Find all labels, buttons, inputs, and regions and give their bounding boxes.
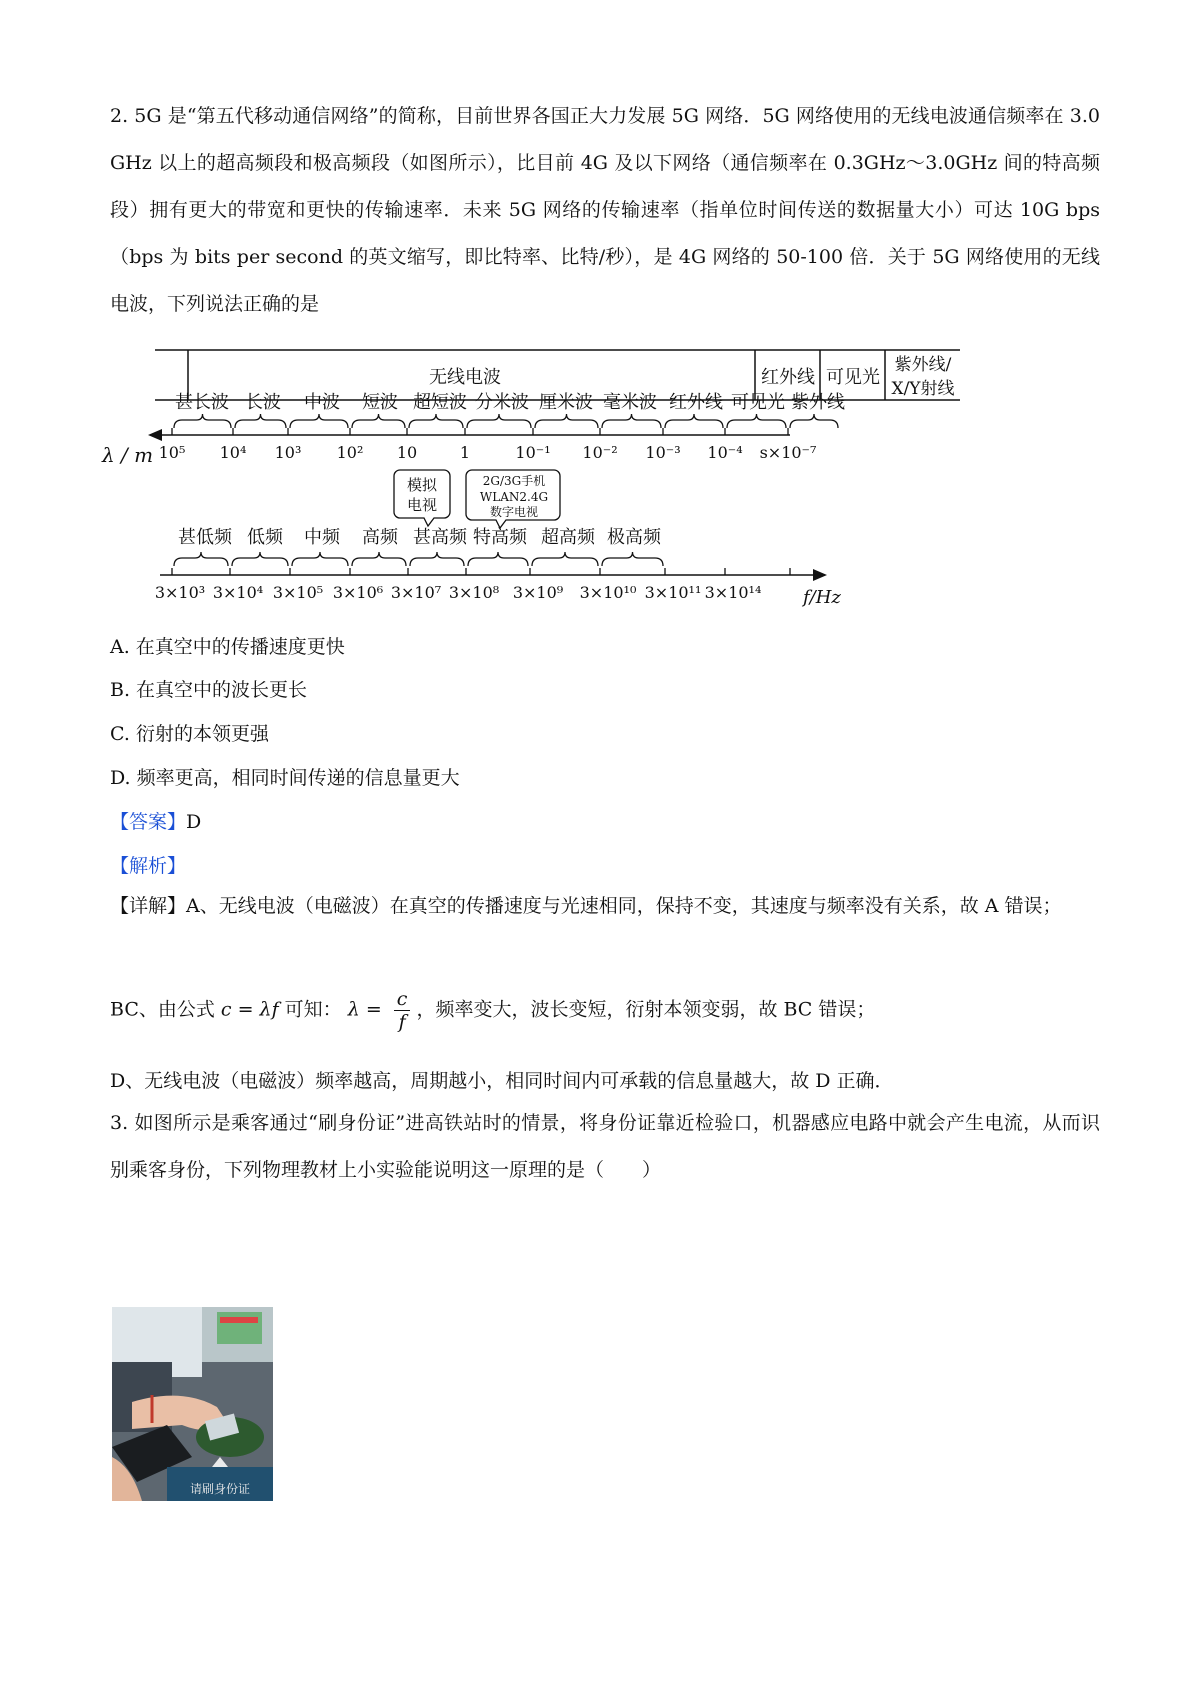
freq-tick-label: 3×10¹⁰ [579, 583, 637, 602]
wave-band-brace [602, 414, 661, 428]
freq-band-label: 低频 [247, 527, 283, 548]
freq-axis-label: f/Hz [803, 587, 841, 608]
top-box-radio: 无线电波 [429, 367, 501, 388]
callout-2-line2: WLAN2.4G [479, 490, 549, 504]
callout-2-line1: 2G/3G手机 [482, 474, 546, 488]
analysis-tag: 【解析】 [110, 855, 187, 877]
freq-tick-label: 3×10¹⁴ [704, 583, 762, 602]
lambda-tick-label: 10⁵ [158, 443, 186, 462]
wave-band-label: 分米波 [475, 392, 529, 413]
wave-band-label: 毫米波 [603, 392, 657, 413]
bc-formula: c = λf [220, 998, 279, 1021]
wave-band-brace [409, 414, 463, 428]
wave-band-label: 甚长波 [175, 392, 229, 413]
bc-suffix: ，频率变大，波长变短，衍射本领变弱，故 BC 错误； [416, 998, 876, 1021]
question-2-text: 2. 5G 是“第五代移动通信网络”的简称，目前世界各国正大力发展 5G 网络．5G 网络使用的无线电波通信频率在 3.0 GHz 以上的超高频段和极高频段（如图所示），比目前 4G 及以下网络（通信频率在 0.3GHz～3.0GHz 间的特高频段）拥有更大的带宽和更快的传输速率．未来 5G 网络的传输速率（指单位时间传送的数据量大小）可达 10G bps（bps 为 bits per second 的英文缩写，即比特率、比特/秒），是 4G 网络的 50-100 倍．关于 5G 网络使用的无线电波，下列说法正确的是 [110, 105, 1100, 315]
wave-band-brace [174, 414, 231, 428]
lambda-tick-label: 1 [459, 443, 471, 462]
lambda-tick-label: 10⁴ [219, 443, 247, 462]
option-b: B. 在真空中的波长更长 [110, 679, 308, 701]
wave-band-label: 短波 [362, 392, 398, 413]
detail-bc [110, 988, 875, 1033]
ticket-gate-photo [112, 1307, 273, 1501]
freq-tick-label: 3×10⁵ [272, 583, 324, 602]
freq-band-brace [232, 552, 288, 566]
freq-band-label: 特高频 [473, 527, 527, 548]
freq-band-label: 甚低频 [178, 527, 232, 548]
bc-denominator: f [398, 1011, 406, 1033]
freq-band-label: 高频 [362, 527, 398, 548]
lambda-tick-label: 10³ [274, 443, 302, 462]
detail-tag: 【详解】 [110, 895, 187, 917]
freq-tick-label: 3×10⁴ [212, 583, 264, 602]
freq-tick-label: 3×10¹¹ [644, 583, 702, 602]
freq-band-brace [468, 552, 528, 566]
freq-band-label: 超高频 [541, 527, 595, 548]
wave-band-brace [290, 414, 348, 428]
freq-band-brace [532, 552, 598, 566]
callout-1-line1: 模拟 [406, 476, 438, 494]
freq-band-brace [602, 552, 663, 566]
lambda-axis-arrow [148, 429, 162, 441]
answer-line [110, 807, 201, 834]
top-box-visible: 可见光 [826, 367, 880, 388]
freq-band-label: 极高频 [607, 527, 661, 548]
wave-band-label: 厘米波 [539, 392, 593, 413]
freq-band-brace [352, 552, 406, 566]
wave-band-label: 紫外线 [791, 392, 845, 413]
lambda-tick-label: s×10⁻⁷ [759, 443, 817, 462]
freq-band-label: 甚高频 [413, 527, 467, 548]
freq-axis-arrow [813, 569, 827, 581]
question-3-text: 3. 如图所示是乘客通过“刷身份证”进高铁站时的情景，将身份证靠近检验口，机器感应电路中就会产生电流，从而识别乘客身份，下列物理教材上小实验能说明这一原理的是（ ） [110, 1112, 1100, 1181]
option-a: A. 在真空中的传播速度更快 [110, 636, 345, 658]
callout-analog-tv [394, 470, 450, 526]
top-box-infrared: 红外线 [761, 367, 815, 388]
freq-band-brace [410, 552, 464, 566]
wave-band-label: 可见光 [731, 392, 785, 413]
option-c: C. 衍射的本领更强 [110, 723, 269, 745]
freq-tick-label: 3×10⁹ [512, 583, 564, 602]
top-box-uv: 紫外线/ [894, 355, 952, 375]
bc-prefix: BC、由公式 [110, 998, 215, 1021]
detail-a-text: A、无线电波（电磁波）在真空的传播速度与光速相同，保持不变，其速度与频率没有关系，故 A 错误； [186, 895, 1062, 917]
callout-2-line3: 数字电视 [489, 505, 539, 519]
bc-fraction [394, 988, 411, 1033]
bc-numerator: c [394, 988, 411, 1011]
wave-band-brace [665, 414, 723, 428]
lambda-tick-label: 10⁻⁴ [707, 443, 743, 462]
callout-1-line2: 电视 [406, 496, 438, 514]
photo-sign: 请刷身份证 [189, 1482, 251, 1496]
wave-band-brace [727, 414, 786, 428]
lambda-tick-label: 10 [396, 443, 418, 462]
freq-band-brace [292, 552, 348, 566]
wave-band-brace [352, 414, 405, 428]
wave-band-label: 长波 [245, 392, 281, 413]
callout-mobile [466, 470, 560, 528]
wave-band-label: 红外线 [669, 392, 723, 413]
freq-tick-label: 3×10³ [154, 583, 206, 602]
wave-band-label: 中波 [304, 392, 340, 413]
freq-band-brace [174, 552, 228, 566]
detail-d: D、无线电波（电磁波）频率越高，周期越小，相同时间内可承载的信息量越大，故 D 正确． [110, 1070, 894, 1092]
wave-band-brace [235, 414, 286, 428]
wave-band-brace [535, 414, 598, 428]
lambda-tick-label: 10² [336, 443, 364, 462]
freq-tick-label: 3×10⁷ [390, 583, 442, 602]
answer-tag: 【答案】 [110, 811, 187, 833]
wave-band-label: 超短波 [413, 392, 467, 413]
bc-known: 可知： [284, 998, 342, 1021]
top-box-xray: X/Y射线 [891, 379, 955, 399]
freq-tick-label: 3×10⁶ [332, 583, 384, 602]
bc-lambda: λ = [347, 998, 382, 1021]
lambda-tick-label: 10⁻² [582, 443, 618, 462]
lambda-axis-label: λ / m [102, 443, 154, 467]
lambda-tick-label: 10⁻³ [645, 443, 681, 462]
wave-band-brace [467, 414, 531, 428]
wave-band-brace [790, 414, 838, 428]
spectrum-diagram [100, 340, 960, 660]
option-d: D. 频率更高，相同时间传递的信息量更大 [110, 767, 460, 789]
answer-value: D [186, 811, 202, 833]
detail-a [110, 883, 1100, 930]
freq-tick-label: 3×10⁸ [448, 583, 500, 602]
lambda-tick-label: 10⁻¹ [515, 443, 551, 462]
freq-band-label: 中频 [304, 527, 340, 548]
analysis-line [110, 851, 186, 878]
